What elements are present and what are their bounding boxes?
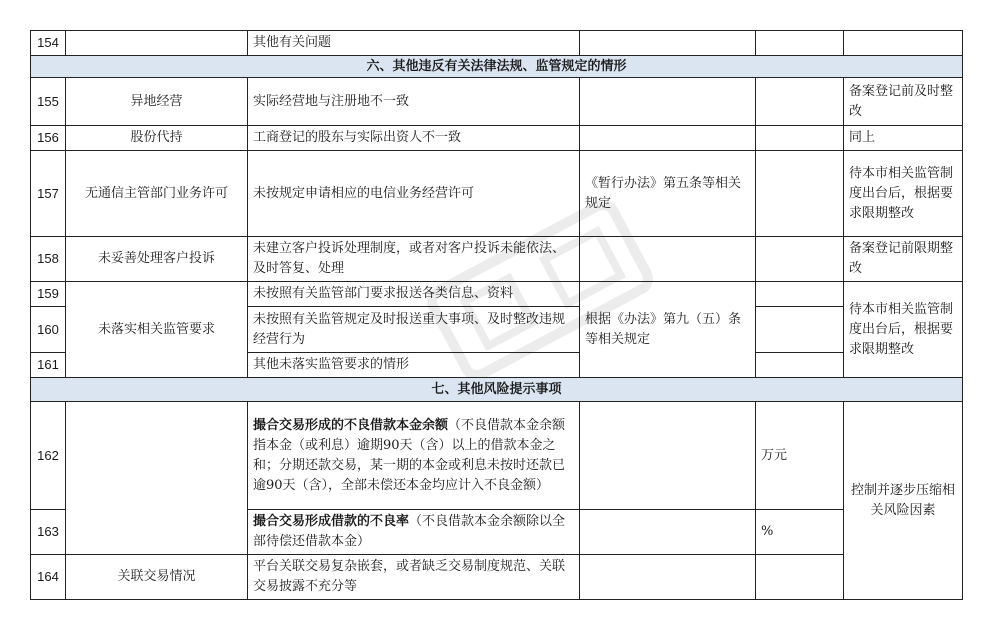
action-cell: 待本市相关监管制度出台后，根据要求限期整改: [844, 282, 963, 378]
unit-cell: [756, 151, 844, 237]
unit-cell: [756, 78, 844, 126]
table-row: [31, 555, 963, 600]
description-cell: [248, 510, 580, 555]
description-cell: 未建立客户投诉处理制度，或者对客户投诉未能依法、及时答复、处理: [248, 237, 580, 282]
item-cell: 未妥善处理客户投诉: [66, 237, 248, 282]
description-cell: 其他未落实监管要求的情形: [248, 353, 580, 378]
description-cell: 平台关联交易复杂嵌套，或者缺乏交易制度规范、关联交易披露不充分等: [248, 555, 580, 600]
table-row: [31, 126, 963, 151]
table-row: [31, 31, 963, 56]
table-row: [31, 282, 963, 307]
item-cell: 无通信主管部门业务许可: [66, 151, 248, 237]
basis-cell: 《暂行办法》第五条等相关规定: [580, 151, 756, 237]
unit-cell: [756, 555, 844, 600]
description-cell: 未按规定申请相应的电信业务经营许可: [248, 151, 580, 237]
item-cell: 异地经营: [66, 78, 248, 126]
item-cell: 关联交易情况: [66, 555, 248, 600]
table-row: [31, 151, 963, 237]
section-header-row: [31, 56, 963, 78]
basis-cell: [580, 237, 756, 282]
description-rest: （不良借款本金余额指本金（或利息）逾期90天（含）以上的借款本金之和；分期还款交易，某一期的本金或利息未按时还款已逾90天（含），全部未偿还本金均应计入不良金额）: [253, 417, 566, 493]
unit-cell: %: [756, 510, 844, 555]
row-number: 161: [31, 353, 66, 378]
row-number: 158: [31, 237, 66, 282]
basis-cell: [580, 555, 756, 600]
section-title: 六、其他违反有关法律法规、监管规定的情形: [31, 56, 963, 78]
item-cell: 股份代持: [66, 126, 248, 151]
row-number: 163: [31, 510, 66, 555]
basis-cell: [580, 31, 756, 56]
action-cell: 同上: [844, 126, 963, 151]
row-number: 156: [31, 126, 66, 151]
description-cell: 其他有关问题: [248, 31, 580, 56]
action-cell: 备案登记前及时整改: [844, 78, 963, 126]
unit-cell: [756, 307, 844, 353]
table-row: [31, 402, 963, 510]
item-cell: [66, 31, 248, 56]
action-cell: 控制并逐步压缩相关风险因素: [844, 402, 963, 600]
section-header-row: [31, 378, 963, 402]
description-cell: 未按照有关监管部门要求报送各类信息、资料: [248, 282, 580, 307]
unit-cell: [756, 353, 844, 378]
row-number: 155: [31, 78, 66, 126]
action-cell: 待本市相关监管制度出台后，根据要求限期整改: [844, 151, 963, 237]
action-cell: [844, 31, 963, 56]
unit-cell: [756, 282, 844, 307]
regulation-table: [30, 30, 963, 600]
description-bold: 撮合交易形成借款的不良率: [253, 514, 410, 529]
row-number: 159: [31, 282, 66, 307]
section-title: 七、其他风险提示事项: [31, 378, 963, 402]
row-number: 160: [31, 307, 66, 353]
row-number: 157: [31, 151, 66, 237]
row-number: 162: [31, 402, 66, 510]
basis-cell: [580, 402, 756, 510]
description-cell: 实际经营地与注册地不一致: [248, 78, 580, 126]
row-number: 164: [31, 555, 66, 600]
unit-cell: [756, 237, 844, 282]
description-cell: 工商登记的股东与实际出资人不一致: [248, 126, 580, 151]
unit-cell: [756, 126, 844, 151]
row-number: 154: [31, 31, 66, 56]
basis-cell: 根据《办法》第九（五）条等相关规定: [580, 282, 756, 378]
item-cell: [66, 402, 248, 555]
basis-cell: [580, 510, 756, 555]
table-row: [31, 78, 963, 126]
description-cell: 未按照有关监管规定及时报送重大事项、及时整改违规经营行为: [248, 307, 580, 353]
table-row: [31, 237, 963, 282]
item-cell: 未落实相关监管要求: [66, 282, 248, 378]
unit-cell: [756, 31, 844, 56]
unit-cell: 万元: [756, 402, 844, 510]
basis-cell: [580, 78, 756, 126]
description-rest: （不良借款本金余额除以全部待偿还借款本金）: [253, 514, 566, 549]
description-cell: [248, 402, 580, 510]
description-bold: 撮合交易形成的不良借款本金余额: [253, 417, 449, 433]
action-cell: 备案登记前限期整改: [844, 237, 963, 282]
basis-cell: [580, 126, 756, 151]
